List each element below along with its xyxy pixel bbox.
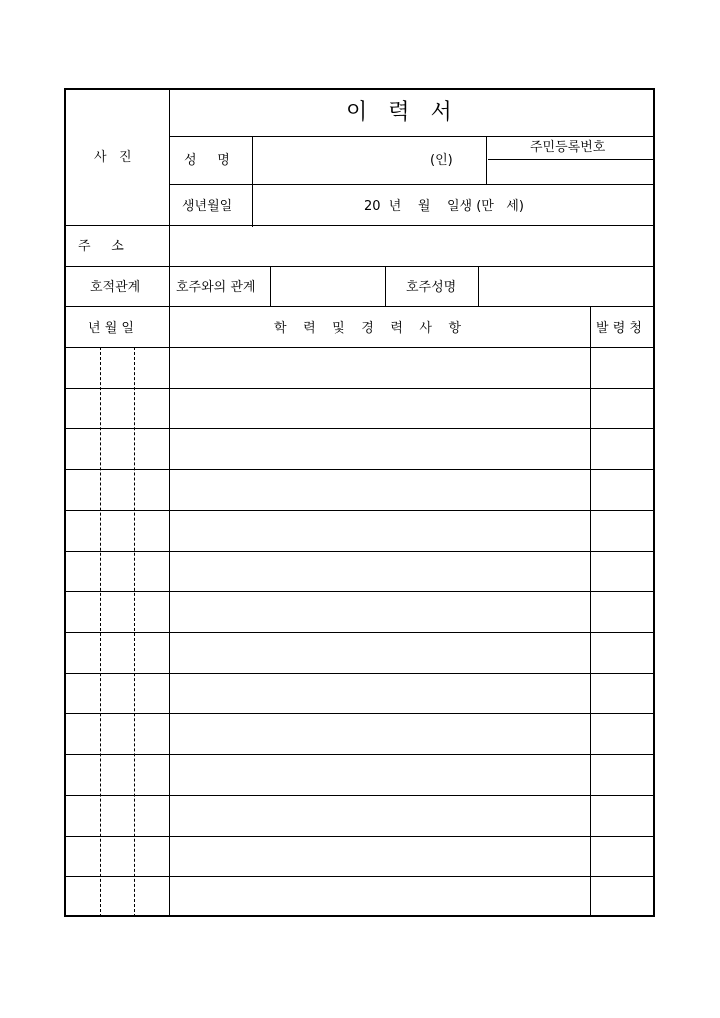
history-row	[66, 754, 655, 795]
history-row	[66, 836, 655, 877]
birth-label: 생년월일	[182, 199, 233, 214]
history-row	[66, 795, 655, 836]
history-row	[66, 673, 655, 714]
date-header: 년 월 일	[88, 321, 134, 336]
family-register-label: 호적관계	[90, 280, 141, 295]
name-label: 성 명	[184, 153, 230, 168]
history-row	[66, 876, 655, 917]
history-row	[66, 551, 655, 592]
name-label-divider	[252, 136, 253, 227]
history-row	[66, 347, 655, 388]
history-row	[66, 428, 655, 469]
relation-label: 호주와의 관계	[176, 280, 256, 295]
resume-form	[64, 88, 655, 917]
history-row	[66, 713, 655, 754]
resident-number-label: 주민등록번호	[530, 140, 606, 155]
resident-number-divider-v	[486, 136, 487, 184]
address-row-divider	[66, 266, 655, 267]
family-row-divider	[66, 306, 655, 307]
resident-number-divider	[488, 159, 655, 160]
birth-template: 20 년 월 일생 (만 세)	[364, 199, 524, 214]
history-row	[66, 591, 655, 632]
form-title: 이 력 서	[346, 100, 452, 125]
history-row	[66, 469, 655, 510]
photo-label: 사 진	[94, 150, 132, 165]
relation-value-divider	[385, 266, 386, 306]
head-name-label: 호주성명	[406, 280, 457, 295]
birth-row-divider	[66, 225, 655, 226]
title-divider	[170, 136, 655, 137]
address-label: 주 소	[78, 239, 124, 254]
history-header: 학 력 및 경 력 사 항	[274, 321, 462, 336]
history-row	[66, 510, 655, 551]
seal-mark: (인)	[430, 153, 453, 168]
history-row	[66, 632, 655, 673]
history-row	[66, 388, 655, 429]
head-name-label-divider	[478, 266, 479, 306]
relation-label-divider	[270, 266, 271, 306]
name-row-divider	[170, 184, 655, 185]
issuer-header: 발 령 청	[596, 321, 642, 336]
